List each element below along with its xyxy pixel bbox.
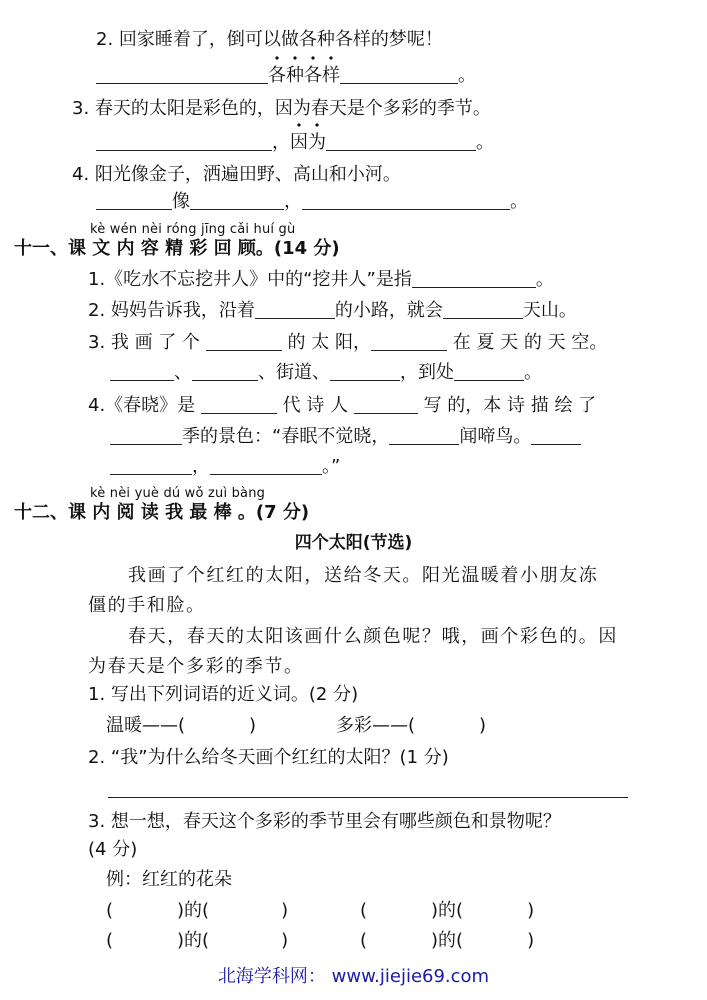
q10-3-prompt: 3. 春天的太阳是彩色的，因为春天是个多彩的季节。: [72, 98, 491, 119]
emphasis-dots: [290, 123, 326, 127]
answer-blank[interactable]: [96, 132, 272, 151]
q12-3-pair: ( )的( ): [106, 930, 289, 951]
section-11-heading: 十一、课 文 内 容 精 彩 回 顾。(14 分): [14, 238, 340, 259]
answer-blank[interactable]: [354, 395, 418, 414]
passage-title: 四个太阳(节选): [294, 533, 413, 553]
answer-blank[interactable]: [96, 65, 268, 84]
answer-blank[interactable]: [96, 191, 172, 210]
q11-4-line3: ， 。”: [110, 455, 340, 479]
answer-blank[interactable]: [389, 426, 459, 445]
answer-blank[interactable]: [454, 362, 524, 381]
answer-blank[interactable]: [192, 362, 258, 381]
q12-2-answer-line[interactable]: [108, 797, 628, 798]
q12-3-pair: ( )的( ): [106, 900, 289, 921]
q10-2-answer-line: [96, 64, 476, 88]
answer-blank[interactable]: [531, 426, 581, 445]
q11-3-line1: 3. 我 画 了 个 的 太 阳， 在 夏 天 的 天 空。: [88, 332, 608, 353]
q11-2: 2. 妈妈告诉我，沿着 的小路，就会 天山。: [88, 300, 577, 321]
passage-para1-line2: 僵的手和脸。: [88, 595, 206, 616]
answer-blank[interactable]: [201, 395, 277, 414]
q12-1: 1. 写出下列词语的近义词。(2 分): [88, 684, 359, 705]
answer-blank[interactable]: [206, 332, 282, 351]
q12-3-pair: ( )的( ): [360, 930, 535, 951]
emphasis-dots: [268, 56, 340, 60]
keyword: 像: [172, 191, 190, 212]
passage-para2-line2: 为春天是个多彩的季节。: [88, 656, 304, 677]
answer-blank[interactable]: [110, 426, 182, 445]
section-12-pinyin: kè nèi yuè dú wǒ zuì bàng: [90, 486, 266, 501]
q10-3-answer-line: ， 因为 。: [96, 131, 494, 155]
period: 。: [510, 191, 528, 212]
section-11-pinyin: kè wén nèi róng jīng cǎi huí gù: [90, 222, 296, 237]
q11-3-line2: 、 、街道、 ，到处 。: [110, 361, 542, 385]
q12-2: 2. “我”为什么给冬天画个红红的太阳？(1 分): [88, 747, 449, 768]
q10-4-answer-line: 像 ， 。: [96, 190, 528, 214]
answer-blank[interactable]: [443, 300, 523, 319]
q11-4-line2: 季的景色：“春眠不觉晓， 闻啼鸟。: [110, 425, 581, 449]
answer-blank[interactable]: [326, 132, 476, 151]
passage-para1-line1: 我画了个红红的太阳，送给冬天。阳光温暖着小朋友冻: [128, 565, 599, 586]
dotted-keyword: 各种各样: [268, 64, 340, 88]
q11-4-line1: 4.《春晓》是 代 诗 人 写 的，本 诗 描 绘 了: [88, 395, 597, 416]
period: 。: [458, 65, 476, 86]
q10-2-prompt: 2. 回家睡着了，倒可以做各种各样的梦呢！: [96, 29, 443, 50]
q12-1-word2: 多彩——( ): [336, 715, 487, 736]
answer-blank[interactable]: [302, 191, 510, 210]
answer-blank[interactable]: [110, 362, 174, 381]
period: 。: [476, 132, 494, 153]
answer-blank[interactable]: [330, 362, 400, 381]
answer-blank[interactable]: [110, 456, 192, 475]
dotted-keyword: 因为: [290, 131, 326, 155]
answer-blank[interactable]: [371, 332, 447, 351]
footer-watermark[interactable]: 北海学科网： www.jiejie69.com: [217, 966, 490, 987]
q12-1-word1: 温暖——( ): [106, 715, 257, 736]
q11-1: 1.《吃水不忘挖井人》中的“挖井人”是指 。: [88, 269, 554, 290]
q12-3-points: (4 分): [88, 839, 138, 860]
q12-3-pair: ( )的( ): [360, 900, 535, 921]
answer-blank[interactable]: [210, 456, 322, 475]
section-12-heading: 十二、课 内 阅 读 我 最 棒 。(7 分): [14, 502, 310, 523]
passage-para2-line1: 春天，春天的太阳该画什么颜色呢？哦，画个彩色的。因: [128, 626, 618, 647]
answer-blank[interactable]: [190, 191, 284, 210]
q12-3-example: 例：红红的花朵: [106, 869, 232, 890]
answer-blank[interactable]: [340, 65, 458, 84]
q12-3: 3. 想一想，春天这个多彩的季节里会有哪些颜色和景物呢？: [88, 811, 561, 832]
q10-4-prompt: 4. 阳光像金子，洒遍田野、高山和小河。: [72, 164, 401, 185]
answer-blank[interactable]: [255, 300, 335, 319]
answer-blank[interactable]: [412, 269, 536, 288]
